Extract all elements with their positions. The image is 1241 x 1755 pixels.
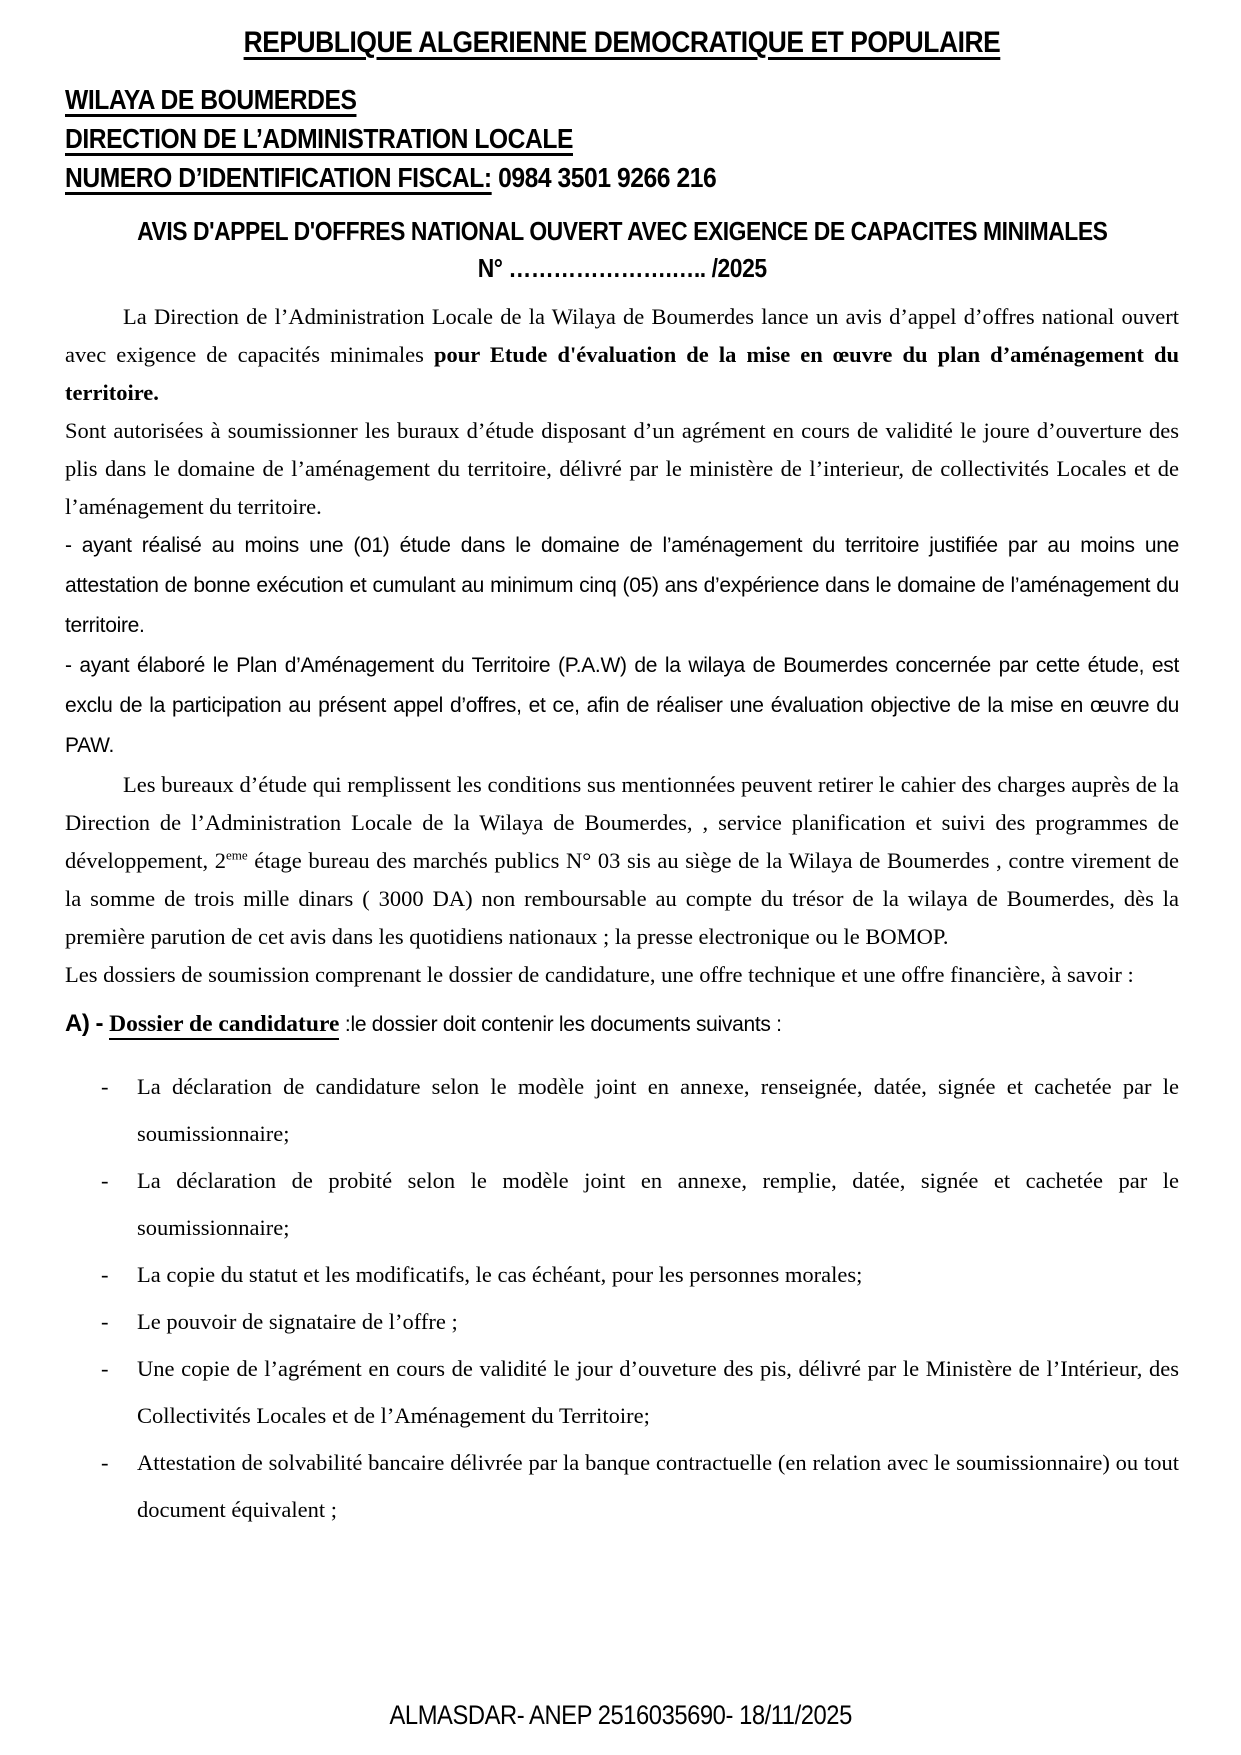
dash-bullet: - [101,1074,109,1099]
dash-bullet: - [101,1356,109,1381]
list-item-text: La déclaration de probité selon le modèle joint en annexe, remplie, datée, signée et cachetée par le soumissionnaire; [137,1168,1179,1240]
list-item [101,1439,1179,1533]
paragraph-dossiers: Les dossiers de soumission comprenant le dossier de candidature, une offre technique et une offre financière, à savoir : [65,962,1134,987]
paragraph-retrait-part2: étage bureau des marchés publics N° 03 sis au siège de la Wilaya de Boumerdes , contre virement de la somme de trois mille dinars ( 3000 DA) non remboursable au compte du trésor de la wilaya de Boumerdes, dès la première parution de cet avis dans les quotidiens nationaux ; la presse electronique ou le BOMOP. [65,848,1179,949]
paragraph-retrait-cahier [65,766,1179,956]
list-item-text: La copie du statut et les modificatifs, le cas échéant, pour les personnes morales; [137,1262,863,1287]
paragraph-intro-object-bold: pour Etude d'évaluation de la mise en œuvre du plan d’aménagement du territoire. [65,342,1179,405]
candidature-document-list [65,1063,1179,1533]
wilaya-title-text: WILAYA DE BOUMERDES [65,84,357,115]
fiscal-id-label: NUMERO D’IDENTIFICATION FISCAL: [65,162,492,193]
list-item-text: Attestation de solvabilité bancaire délivrée par la banque contractuelle (en relation avec le soumissionnaire) ou tout document équivalent ; [137,1450,1179,1522]
direction-title [65,123,1179,155]
list-item [101,1298,1179,1345]
paragraph-condition-experience: - ayant réalisé au moins une (01) étude dans le domaine de l’aménagement du territoire justifiée par au moins une attestation de bonne exécution et cumulant au minimum cinq (05) ans d’expérience dans le domaine de l’aménagement du territoire. [65,534,1179,637]
dash-bullet: - [101,1309,109,1334]
notice-number-text: N° ………………….….. /2025 [477,253,767,283]
dash-bullet: - [101,1262,109,1287]
section-a-subtitle: :le dossier doit contenir les documents suivants : [339,1013,782,1036]
paragraph-condition-exclusion: - ayant élaboré le Plan d’Aménagement du Territoire (P.A.W) de la wilaya de Boumerdes concernée par cette étude, est exclu de la participation au présent appel d’offres, et ce, afin de réaliser une évaluation objective de la mise en œuvre du PAW. [65,654,1179,757]
list-item-text: La déclaration de candidature selon le modèle joint en annexe, renseignée, datée, signée et cachetée par le soumissionnaire; [137,1074,1179,1146]
section-a-label: A) - [65,1010,110,1037]
paragraph-intro [65,298,1179,412]
list-item [101,1345,1179,1439]
paragraph-eligibility: Sont autorisées à soumissionner les buraux d’étude disposant d’un agrément en cours de validité le joure d’ouverture des plis dans le domaine de l’aménagement du territoire, délivré par le ministère de l’interieur, de collectivités Locales et de l’aménagement du territoire. [65,418,1179,519]
anep-footer-text: ALMASDAR- ANEP 2516035690- 18/11/2025 [389,1700,852,1730]
list-item-text: Une copie de l’agrément en cours de validité le jour d’ouveture des pis, délivré par le Ministère de l’Intérieur, des Collectivités Locales et de l’Aménagement du Territoire; [137,1356,1179,1428]
wilaya-title [65,84,1179,116]
anep-footer [0,1700,1241,1731]
notice-title-text: AVIS D'APPEL D'OFFRES NATIONAL OUVERT AVEC EXIGENCE DE CAPACITES MINIMALES [136,216,1108,246]
republic-title [65,26,1179,60]
paragraph-intro-text: La Direction de l’Administration Locale de la Wilaya de Boumerdes lance un avis d’appel d’offres national ouvert avec exigence de capacités minimales [65,304,1179,367]
list-item [101,1063,1179,1157]
paragraph-retrait-part1: Les bureaux d’étude qui remplissent les conditions sus mentionnées peuvent retirer le cahier des charges auprès de la Direction de l’Administration Locale de la Wilaya de Boumerdes, , service planification et suivi des programmes de développement, 2 [65,772,1179,873]
notice-title [65,216,1179,247]
paragraph-retrait-superscript: eme [225,847,248,863]
section-a-heading [65,1004,1179,1047]
list-item [101,1251,1179,1298]
republic-title-text: REPUBLIQUE ALGERIENNE DEMOCRATIQUE ET POPULAIRE [243,26,1001,59]
fiscal-id-line [65,162,1179,194]
list-item [101,1157,1179,1251]
direction-title-text: DIRECTION DE L’ADMINISTRATION LOCALE [65,123,573,154]
fiscal-id-value: 0984 3501 9266 216 [491,162,717,193]
section-a-title: Dossier de candidature [109,1011,339,1040]
dash-bullet: - [101,1450,109,1475]
notice-number [65,253,1179,284]
list-item-text: Le pouvoir de signataire de l’offre ; [137,1309,458,1334]
dash-bullet: - [101,1168,109,1193]
